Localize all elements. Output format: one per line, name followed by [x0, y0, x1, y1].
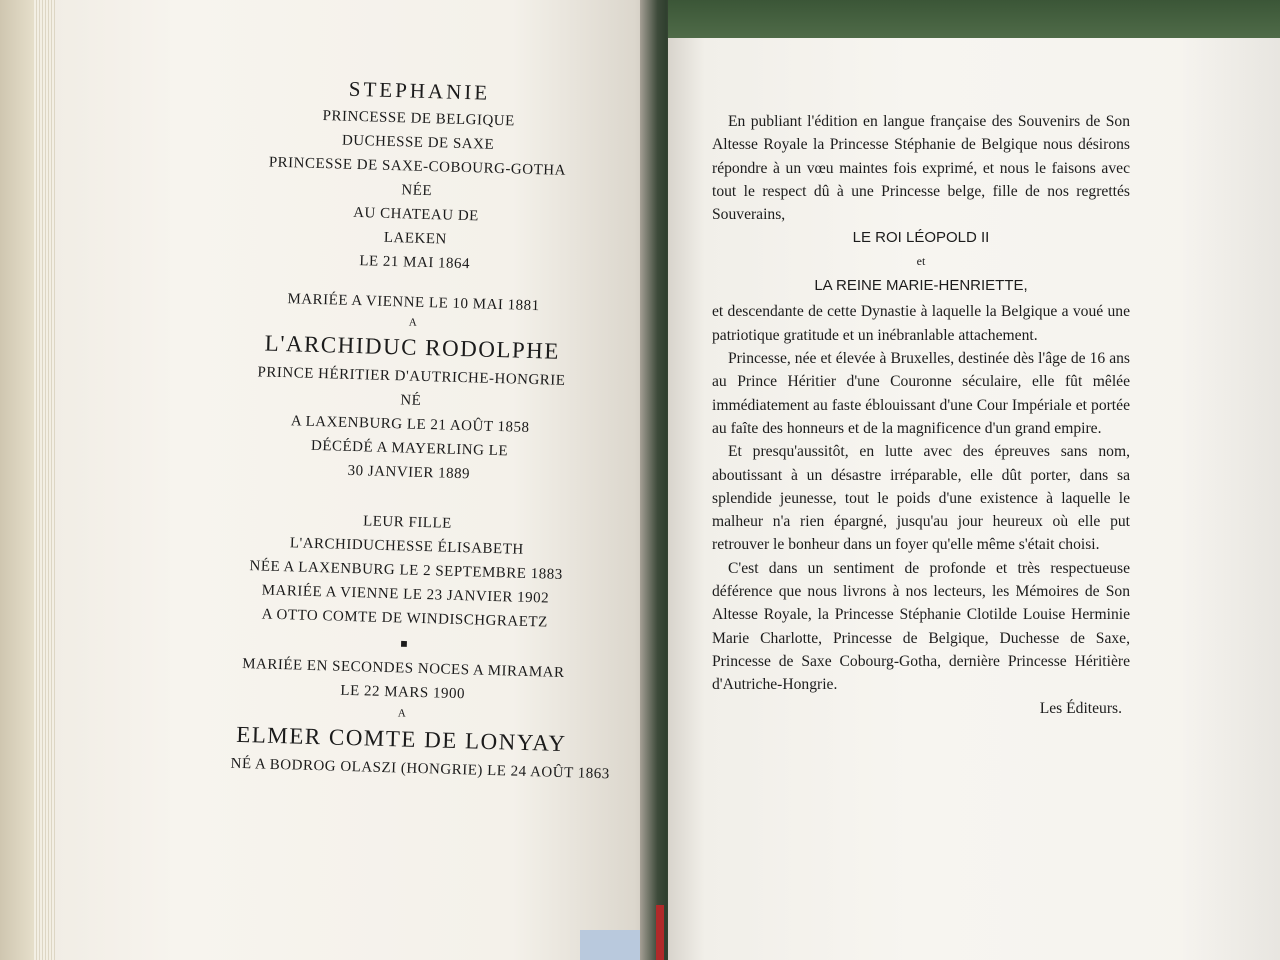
husband-detail: NÉ	[400, 392, 422, 409]
name-title: STEPHANIE	[348, 76, 491, 105]
title-line: PRINCESSE DE SAXE-COBOURG-GOTHA	[268, 154, 567, 179]
left-page-text	[230, 70, 610, 785]
bookmark-ribbon	[656, 905, 664, 960]
husband2-birth: NÉ A BODROG OLASZI (HONGRIE) LE 24 AOÛT 1863	[230, 755, 610, 783]
birth-line: AU CHATEAU DE	[352, 204, 480, 225]
daughter-line: A OTTO COMTE DE WINDISCHGRAETZ	[261, 606, 548, 631]
birth-line: LAEKEN	[383, 229, 448, 248]
paragraph: Princesse, née et élevée à Bruxelles, destinée dès l'âge de 16 ans au Prince Héritier d'une Couronne séculaire, elle fût mêlée immédiatement au faste éblouissant d'une Cour Impériale et portée au faîte des honneurs et de la magnificence d'un grand empire.	[712, 350, 1130, 437]
paragraph: C'est dans un sentiment de profonde et très respectueuse déférence que nous livrons à nos lecteurs, les Mémoires de Son Altesse Royale, la Princesse Stéphanie Clotilde Louise Herminie Marie Charlotte, Princesse de Belgique, Duchesse de Saxe, Princesse de Saxe Cobourg-Gotha, dernière Princesse Héritière d'Autriche-Hongrie.	[712, 559, 1130, 694]
paragraph: En publiant l'édition en langue française des Souvenirs de Son Altesse Royale la Princesse Stéphanie de Belgique nous désirons répondre à un vœu maintes fois exprimé, et nous le faisons avec tout le respect dû à une Princesse belge, fille de nos regrettés Souverains,	[712, 113, 1130, 224]
daughter-line: L'ARCHIDUCHESSE ÉLISABETH	[289, 535, 524, 558]
husband-detail: PRINCE HÉRITIER D'AUTRICHE-HONGRIE	[257, 364, 566, 389]
signature: Les Éditeurs.	[1039, 699, 1122, 717]
husband2-name: ELMER COMTE DE LONYAY	[235, 721, 567, 757]
a-line: A	[408, 316, 418, 329]
birth-line: LE 21 MAI 1864	[359, 253, 471, 273]
a-line: A	[397, 707, 407, 720]
daughter-line: NÉE A LAXENBURG LE 2 SEPTEMBRE 1883	[249, 558, 563, 583]
paragraph: Et presqu'aussitôt, en lutte avec des épreuves sans nom, aboutissant à un désastre irréparable, elle dût porter, dans sa splendide jeunesse, tout le poids d'une existence à laquelle le malheur n'a rien épargné, jusqu'au jour heureux où elle put retrouver le bonheur dans un foyer qu'elle même s'était choisi.	[712, 443, 1130, 554]
king-name: LE ROI LÉOPOLD II	[852, 229, 990, 247]
book-cover-right	[668, 0, 1280, 38]
husband-name: L'ARCHIDUC RODOLPHE	[264, 330, 561, 364]
separator-mark: ■	[400, 636, 408, 651]
daughter-line: LEUR FILLE	[362, 513, 453, 532]
page-shadow	[1180, 38, 1280, 960]
blue-page-tab	[580, 930, 642, 960]
queen-name: LA REINE MARIE-HENRIETTE,	[814, 277, 1028, 295]
husband-detail: 30 JANVIER 1889	[347, 462, 471, 483]
title-line: DUCHESSE DE SAXE	[341, 132, 495, 153]
marriage2-line: LE 22 MARS 1900	[340, 682, 466, 703]
birth-line: NÉE	[401, 182, 433, 200]
husband-detail: A LAXENBURG LE 21 AOÛT 1858	[290, 413, 530, 436]
conjunction: et	[916, 254, 926, 269]
daughter-line: MARIÉE A VIENNE LE 23 JANVIER 1902	[261, 582, 550, 607]
husband-detail: DÉCÉDÉ A MAYERLING LE	[310, 437, 509, 460]
right-page-text	[712, 110, 1130, 720]
marriage-line: MARIÉE A VIENNE LE 10 MAI 1881	[287, 291, 540, 315]
marriage2-line: MARIÉE EN SECONDES NOCES A MIRAMAR	[241, 656, 565, 682]
title-line: PRINCESSE DE BELGIQUE	[322, 108, 515, 130]
paragraph: et descendante de cette Dynastie à laquelle la Belgique a voué une patriotique gratitude et un inébranlable attachement.	[712, 303, 1130, 344]
